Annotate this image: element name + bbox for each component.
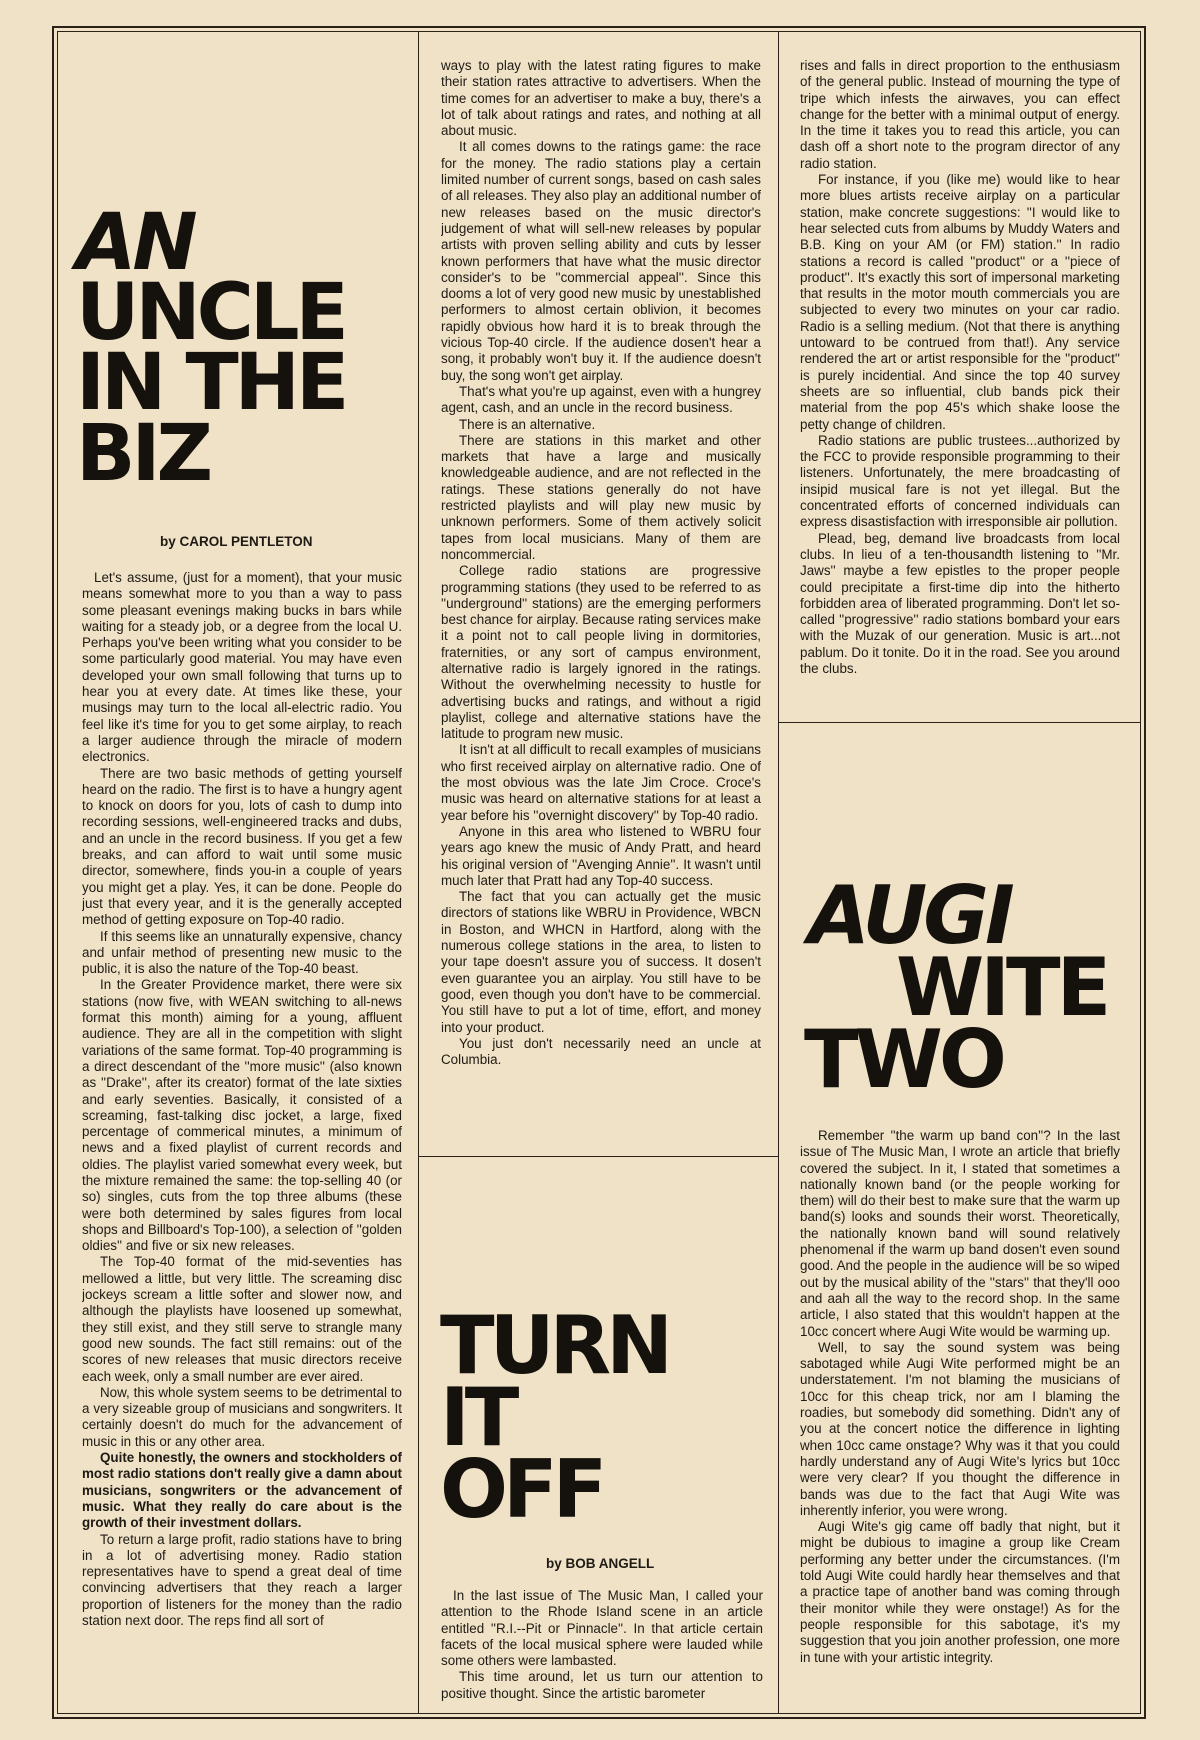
article2-headline-line: OFF xyxy=(440,1443,603,1536)
article3-column xyxy=(800,1128,1120,1710)
paragraph: Augi Wite's gig came off badly that night, but it might be dubious to imagine a group like Cream performing any better under the circumstances. (I'm told Augi Wite could hardly hear themselves and that a practice tape of another band was coming through their monitor while they were onstage!) As for the people responsible for this sabotage, it's my suggestion that you join another profession, one more in tune with your artistic integrity. xyxy=(800,1519,1120,1665)
article1-headline-line: IN THE xyxy=(76,338,346,429)
column-rule-1 xyxy=(418,31,419,1714)
paragraph: Quite honestly, the owners and stockholders of most radio stations don't really give a damn about musicians, songwriters or the advancement of music. What they really do care about is the growth of their investment dollars. xyxy=(82,1450,402,1531)
paragraph: The Top-40 format of the mid-seventies has mellowed a little, but very little. The screaming disc jockeys scream a little softer and slower now, and although the playlists have loosened up somewhat, they still exist, and they still serve to strangle many good new sounds. The fact still remains: out of the scores of new releases that music directors receive each week, only a small number are ever aired. xyxy=(82,1254,402,1384)
paragraph: Radio stations are public trustees...authorized by the FCC to provide responsible programming to their listeners. Unfortunately, the mere broadcasting of insipid musical fare is not yet illegal. But the concentrated efforts of concerned individuals can express disastisfaction with irresponsible air pollution. xyxy=(800,432,1120,530)
paragraph: For instance, if you (like me) would like to hear more blues artists receive airplay on a particular station, make concrete suggestions: ''I would like to hear selected cuts from albums by Muddy Waters and B.B. King on your AM (or FM) station.'' In radio stations a record is called ''product'' or a ''piece of product''. It's exactly this sort of impersonal marketing that results in the motor mouth commercials you are subjected to every two minutes on your car radio. Radio is a selling medium. (Not that there is anything untoward to be contrued from that!). Any service rendered the art or artist responsible for the ''product'' is purely incidential. And since the top 40 survey sheets are so influential, club bands pick their material from the pop 45's which shake loose the petty change of children. xyxy=(800,172,1120,432)
article3-headline xyxy=(800,869,1108,1106)
paragraph: It all comes downs to the ratings game: the race for the money. The radio stations play a certain limited number of current songs, based on cash sales of all releases. They also play an additional number of new releases based on the music director's judgement of what will sell-new releases by popular artists with proven selling ability and cuts by lesser known performers that have what the music director consider's to be ''commercial appeal''. Since this dooms a lot of very good new music by unestablished performers to almost certain oblivion, it becomes rapidly obvious how hard it is to break through the vicious Top-40 circle. If the audience dosen't hear a song, it probably won't buy it. If the audience doesn't buy, the song won't get airplay. xyxy=(441,139,761,383)
paragraph: This time around, let us turn our attention to positive thought. Since the artistic barometer xyxy=(441,1669,763,1701)
paragraph: To return a large profit, radio stations have to bring in a lot of advertising money. Radio station representatives have to spend a great deal of time convincing advertisers that they reach a larger proportion of listeners for the money than the radio station next door. The reps find all sort of xyxy=(82,1531,402,1628)
column-rule-2 xyxy=(778,31,779,1714)
article1-byline: by CAROL PENTLETON xyxy=(160,534,313,549)
article2-column xyxy=(441,1588,763,1708)
article2-continued-column xyxy=(800,58,1120,713)
paragraph: Let's assume, (just for a moment), that your music means somewhat more to you than a way to pass some pleasant evenings making bucks in bars while waiting for a steady job, or a degree from the local U. Perhaps you've been writing what you consider to be some particularly good material. You may have even developed your own small following that turns up to hear you at every date. At times like these, your musings may turn to the local all-electric radio. You feel like it's time for you to get some airplay, to reach a larger audience through the miracle of modern electronics. xyxy=(82,570,402,765)
paragraph: If this seems like an unnaturally expensive, chancy and unfair method of presenting new music to the public, it is also the nature of the Top-40 beast. xyxy=(82,928,402,977)
article2-byline: by BOB ANGELL xyxy=(546,1556,655,1571)
paragraph: In the last issue of The Music Man, I called your attention to the Rhode Island scene in an article entitled ''R.I.--Pit or Pinnacle''. In that article certain facets of the local musical sphere were lauded while some others were lambasted. xyxy=(441,1588,763,1669)
paragraph: Plead, beg, demand live broadcasts from local clubs. In lieu of a ten-thousandth listening to ''Mr. Jaws'' maybe a few epistles to the proper people could precipitate a first-time dip into the hitherto forbidden area of liberated programming. Don't let so-called ''progressive'' radio stations bombard your ears with the Muzak of our generation. Music is art...not pablum. Do it tonite. Do it in the road. See you around the clubs. xyxy=(800,530,1120,676)
box-rule-middle xyxy=(419,1156,778,1157)
article1-headline-line: UNCLE xyxy=(76,268,345,359)
paragraph: There are stations in this market and other markets that have a large and musically knowledgeable audience, and are not reflected in the ratings. These stations generally do not have restricted playlists and will play new music by unknown performers. Some of them actively solicit tapes from local musicians. Many of them are noncommercial. xyxy=(441,432,761,562)
paragraph: Remember ''the warm up band con''? In the last issue of The Music Man, I wrote an article that briefly covered the subject. In it, I stated that sometimes a nationally known band (or the people working for them) will do their best to make sure that the warm up band(s) looks and sounds their worst. Theoretically, the nationally known band will sound relatively phenomenal if the warm up band dosen't even sound good. And the people in the audience will be so wiped out by the musical ability of the ''stars'' that they'll ooo and aah all the way to the record shop. In the same article, I also stated that this wouldn't happen at the 10cc concert where Augi Wite would be warming up. xyxy=(800,1128,1120,1339)
article2-headline xyxy=(440,1299,669,1536)
paragraph: rises and falls in direct proportion to the enthusiasm of the general public. Instead of mourning the type of tripe which infests the airwaves, you can effect change for the better with a minimal output of energy. In the time it takes you to read this article, you can dash off a short note to the program director of any radio station. xyxy=(800,58,1120,171)
paragraph: There is an alternative. xyxy=(459,416,596,432)
paragraph: College radio stations are progressive programming stations (they used to be referred to as ''underground'' stations) are the emerging performers best chance for airplay. Because rating services make it a point not to call people living in dormitories, fraternities, or any sort of campus environment, alternative radio is largely ignored in the ratings. Without the overwhelming necessity to hustle for advertising bucks and ratings, and without a rigid playlist, college and alternative stations have the latitude to program new music. xyxy=(441,563,761,742)
paragraph: ways to play with the latest rating figures to make their station rates attractive to advertisers. When the time comes for an advertiser to make a buy, there's a lot of talk about ratings and rates, and nothing at all about music. xyxy=(441,58,761,139)
article2-headline-line: TURN xyxy=(440,1299,669,1392)
article1-headline xyxy=(76,198,346,499)
paragraph: That's what you're up against, even with a hungrey agent, cash, and an uncle in the record business. xyxy=(441,383,761,416)
article1-column-1 xyxy=(82,570,402,1710)
article3-headline-line: WITE xyxy=(896,941,1108,1034)
paragraph: Anyone in this area who listened to WBRU four years ago knew the music of Andy Pratt, and heard his original version of ''Avenging Annie''. It wasn't until much later that Pratt had any Top-40 success. xyxy=(441,823,761,888)
article1-headline-line: BIZ xyxy=(76,408,210,499)
article3-headline-line: AUGI xyxy=(808,869,1011,962)
box-rule-right xyxy=(779,722,1140,723)
article1-headline-line: AN xyxy=(76,198,194,288)
article3-headline-line: TWO xyxy=(804,1013,1003,1106)
article2-headline-line: IT xyxy=(440,1371,515,1464)
paragraph: Well, to say the sound system was being sabotaged while Augi Wite performed might be an understatement. I'm not blaming the musicians of 10cc for this cheap trick, nor am I blaming the roadies, but somebody did something. Didn't any of you at the concert notice the difference in lighting when 10cc came onstage? Why was it that you could hardly understand any of Augi Wite's lyrics but 10cc were very clear? If you thought the difference in bands was due to the fact that Augi Wite was inherently inferior, you were wrong. xyxy=(800,1339,1120,1518)
article1-column-2 xyxy=(441,58,761,1148)
paragraph: Now, this whole system seems to be detrimental to a very sizeable group of musicians and songwriters. It certainly doesn't do much for the advancement of music in this or any other area. xyxy=(82,1384,402,1449)
paragraph: You just don't necessarily need an uncle at Columbia. xyxy=(441,1035,761,1068)
paragraph: There are two basic methods of getting yourself heard on the radio. The first is to have a hungry agent to knock on doors for you, lots of cash to dump into recording sessions, well-engineered tracks and dubs, and an uncle in the record business. If you get a few breaks, and can afford to wait until some music director, somewhere, finds you-in a couple of years you might get a play. Yes, it can be done. People do just that every year, and it is the generally accepted method of getting exposure on Top-40 radio. xyxy=(82,765,402,928)
paragraph: The fact that you can actually get the music directors of stations like WBRU in Providence, WBCN in Boston, and WHCN in Hartford, along with the numerous college stations in the area, to listen to your tape doesn't assure you of success. It dosen't even guarantee you an airplay. You still have to be good, even though you don't have to be commercial. You still have to put a lot of time, effort, and money into your product. xyxy=(441,889,761,1035)
paragraph: It isn't at all difficult to recall examples of musicians who first received airplay on alternative radio. One of the most obvious was the late Jim Croce. Croce's music was heard on alternative stations for at least a year before his ''overnight discovery'' by Top-40 radio. xyxy=(441,742,761,823)
paragraph: In the Greater Providence market, there were six stations (now five, with WEAN switching to all-news format this month) aiming for a young, affluent audience. They are all in the competition with slight variations of the same format. Top-40 programming is a direct descendant of the ''more music'' (also known as ''Drake'', after its creator) format of the late sixties and early seventies. Basically, it consisted of a screaming, fast-talking disc jocket, a large, fixed percentage of commerical minutes, a minimum of news and a fixed playlist of current records and oldies. The playlist varied somewhat every week, but the mixture remained the same: the top-selling 40 (or so) singles, cuts from the top three albums (these were both determined by sales figures from local shops and Billboard's Top-100), a selection of ''golden oldies'' and five or six new releases. xyxy=(82,977,402,1254)
